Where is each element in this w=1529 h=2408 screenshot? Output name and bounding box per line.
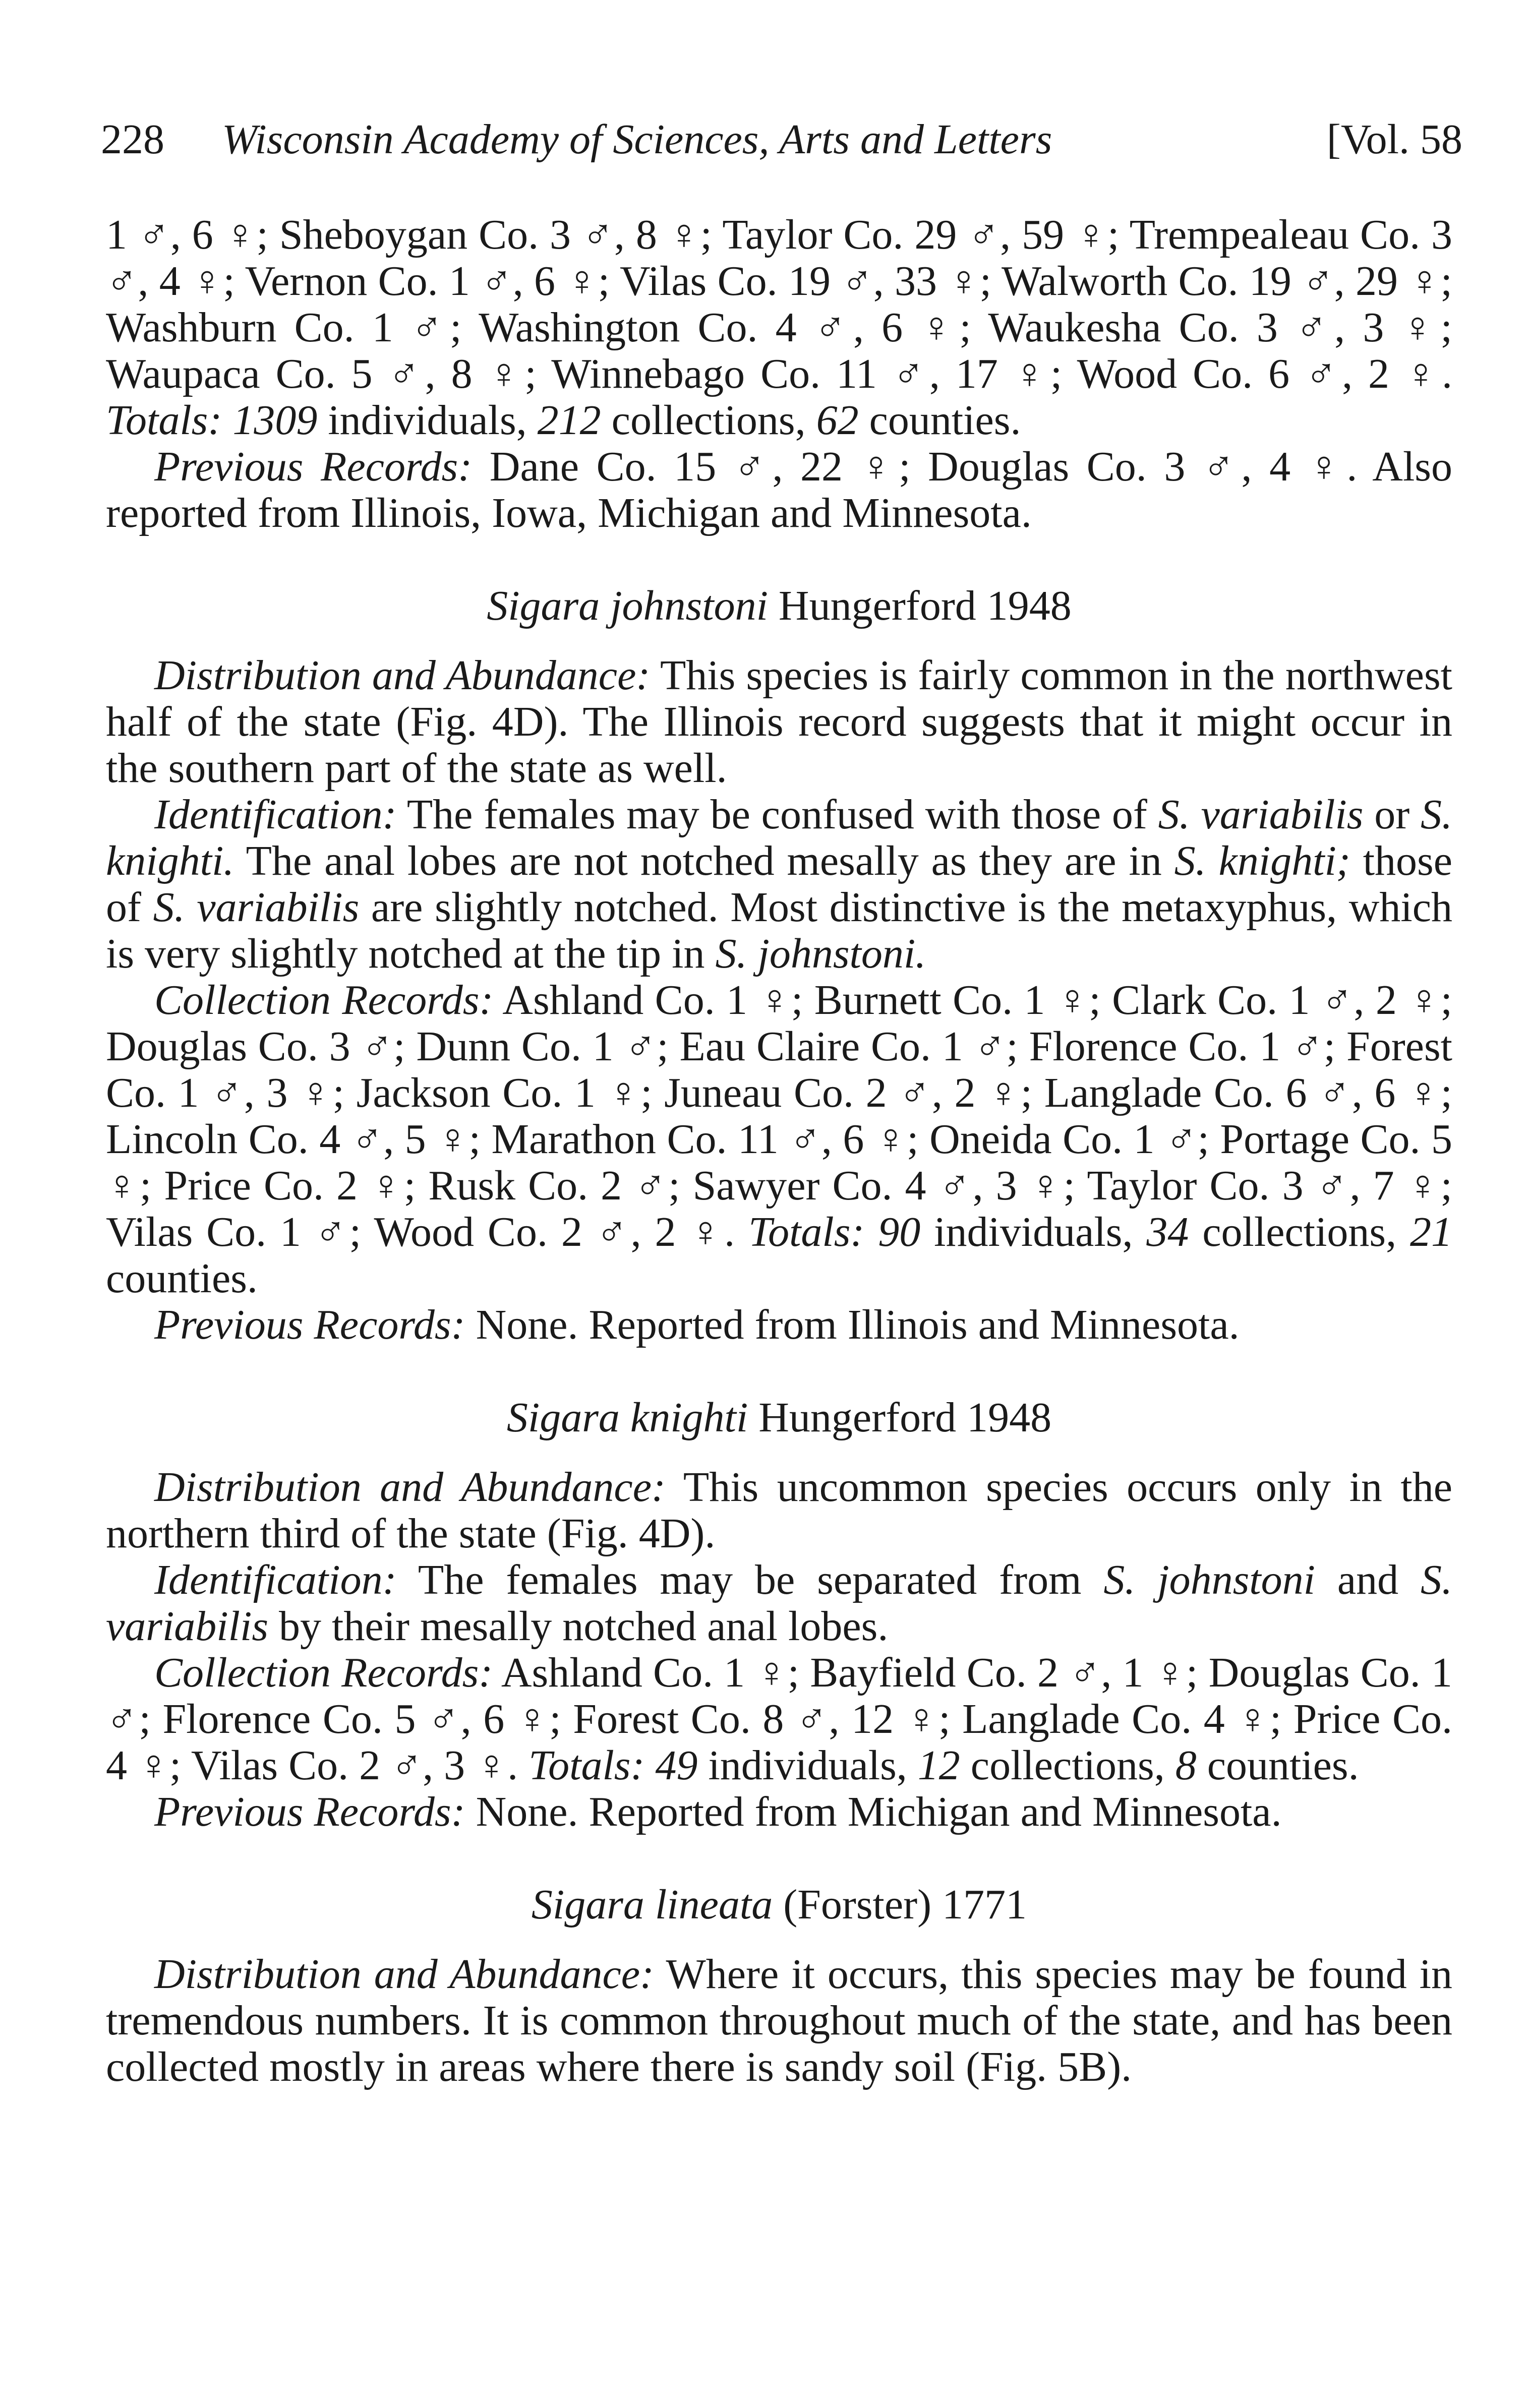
page-body xyxy=(106,212,1452,2090)
collection-records-paragraph: Collection Records: Ashland Co. 1 ♀; Bayfield Co. 2 ♂, 1 ♀; Douglas Co. 1 ♂; Florence Co. 5 ♂, 6 ♀; Forest Co. 8 ♂, 12 ♀; Langlade Co. 4 ♀; Price Co. 4 ♀; Vilas Co. 2 ♂, 3 ♀. Totals: 49 individuals, 12 collections, 8 counties. xyxy=(106,1649,1452,1789)
identification-paragraph: Identification: The females may be confused with those of S. variabilis or S. knighti. The anal lobes are not notched mesally as they are in S. knighti; those of S. variabilis are slightly notched. Most distinctive is the metaxyphus, which is very slightly notched at the tip in S. johnstoni. xyxy=(106,791,1453,977)
identification-paragraph: Identification: The females may be separated from S. johnstoni and S. variabilis by their mesally notched anal lobes. xyxy=(106,1556,1453,1650)
distribution-paragraph: Distribution and Abundance: This species is fairly common in the northwest half of the state (Fig. 4D). The Illinois record suggests that it might occur in the southern part of the state as well. xyxy=(106,652,1452,792)
page-number: 228 xyxy=(101,116,164,163)
species-heading: Sigara knighti Hungerford 1948 xyxy=(506,1394,1052,1441)
distribution-paragraph: Distribution and Abundance: Where it occurs, this species may be found in tremendous numbers. It is common throughout much of the state, and has been collected mostly in areas where there is sandy soil (Fig. 5B). xyxy=(106,1951,1453,2090)
distribution-paragraph: Distribution and Abundance: This uncommon species occurs only in the northern third of the state (Fig. 4D). xyxy=(106,1464,1453,1557)
previous-records-paragraph: Previous Records: None. Reported from Michigan and Minnesota. xyxy=(154,1788,1282,1835)
previous-species-records: 1 ♂, 6 ♀; Sheboygan Co. 3 ♂, 8 ♀; Taylor Co. 29 ♂, 59 ♀; Trempealeau Co. 3 ♂, 4 ♀; Vernon Co. 1 ♂, 6 ♀; Vilas Co. 19 ♂, 33 ♀; Walworth Co. 19 ♂, 29 ♀; Washburn Co. 1 ♂; Washington Co. 4 ♂, 6 ♀; Waukesha Co. 3 ♂, 3 ♀; Waupaca Co. 5 ♂, 8 ♀; Winnebago Co. 11 ♂, 17 ♀; Wood Co. 6 ♂, 2 ♀. Totals: 1309 individuals, 212 collections, 62 counties. xyxy=(106,211,1452,444)
volume-label: [Vol. 58 xyxy=(1326,116,1462,163)
previous-species-previous-records: Previous Records: Dane Co. 15 ♂, 22 ♀; Douglas Co. 3 ♂, 4 ♀. Also reported from Illinois, Iowa, Michigan and Minnesota. xyxy=(106,443,1453,536)
collection-records-paragraph: Collection Records: Ashland Co. 1 ♀; Burnett Co. 1 ♀; Clark Co. 1 ♂, 2 ♀; Douglas Co. 3 ♂; Dunn Co. 1 ♂; Eau Claire Co. 1 ♂; Florence Co. 1 ♂; Forest Co. 1 ♂, 3 ♀; Jackson Co. 1 ♀; Juneau Co. 2 ♂, 2 ♀; Langlade Co. 6 ♂, 6 ♀; Lincoln Co. 4 ♂, 5 ♀; Marathon Co. 11 ♂, 6 ♀; Oneida Co. 1 ♂; Portage Co. 5 ♀; Price Co. 2 ♀; Rusk Co. 2 ♂; Sawyer Co. 4 ♂, 3 ♀; Taylor Co. 3 ♂, 7 ♀; Vilas Co. 1 ♂; Wood Co. 2 ♂, 2 ♀. Totals: 90 individuals, 34 collections, 21 counties. xyxy=(106,977,1453,1302)
species-heading: Sigara lineata (Forster) 1771 xyxy=(531,1881,1027,1928)
running-header xyxy=(101,115,1462,165)
previous-records-paragraph: Previous Records: None. Reported from Illinois and Minnesota. xyxy=(154,1301,1240,1348)
species-heading: Sigara johnstoni Hungerford 1948 xyxy=(487,582,1072,629)
journal-title: Wisconsin Academy of Sciences, Arts and Letters xyxy=(222,116,1052,163)
